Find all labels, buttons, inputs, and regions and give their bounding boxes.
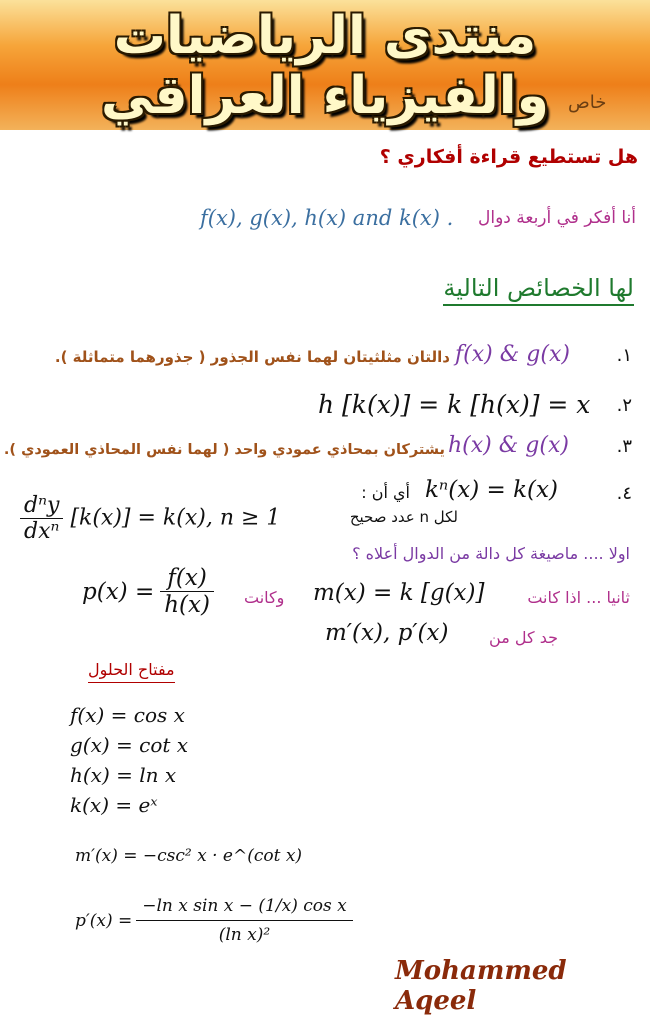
integer-note: لكل n عدد صحيح <box>349 508 458 526</box>
solutions-heading: مفتاح الحلول <box>88 660 175 683</box>
p-prime-denominator: (ln x)² <box>218 925 271 945</box>
property-3-number: .٣ <box>616 436 632 457</box>
solution-h: h(x) = ln x <box>70 763 177 787</box>
p-prime-lhs: p′(x) = <box>75 910 133 931</box>
solution-k: k(x) = eˣ <box>70 793 158 817</box>
properties-heading: لها الخصائص التالية <box>443 274 634 306</box>
task-first: اولا .... ماصيغة كل دالة من الدوال أعلاه ؟ <box>352 544 630 563</box>
m-prime-solution: m′(x) = −csc² x · e^(cot x) <box>75 846 303 866</box>
p-prime-numerator: −ln x sin x − (1/x) cos x <box>136 896 352 921</box>
property-2-math: h [k(x)] = k [h(x)] = x <box>318 390 591 419</box>
property-3-math: h(x) & g(x) <box>448 433 569 458</box>
property-1-text: دالتان مثلثيتان لهما نفس الجذور ( جذورهما متماثلة ). <box>54 348 450 366</box>
solution-f: f(x) = cos x <box>70 703 185 727</box>
author-signature: Mohammed Aqeel <box>395 956 567 1016</box>
derivative-fraction <box>20 493 63 544</box>
property-3-text: يشتركان بمحاذي عمودي واحد ( لهما نفس المحاذي العمودي ). <box>3 442 445 458</box>
task-second-label: ثانيا ... اذا كانت <box>527 588 630 607</box>
forum-title: منتدى الرياضيات والفيزياء العراقي <box>101 6 549 126</box>
p-numerator: f(x) <box>160 565 214 592</box>
and-label: وكانت <box>244 588 285 607</box>
intro-functions: f(x), g(x), h(x) and k(x) . <box>200 206 454 230</box>
p-prime-solution <box>75 896 353 945</box>
find-label: جد كل من <box>489 628 558 647</box>
property-4-text: أي أن : <box>361 483 410 502</box>
derivative-denominator: dxⁿ <box>24 519 60 544</box>
property-1-math: f(x) & g(x) <box>455 342 570 367</box>
m-definition: m(x) = k [g(x)] <box>313 580 485 606</box>
header-banner <box>0 0 650 130</box>
property-4-math: kⁿ(x) = k(x) <box>425 477 558 503</box>
property-4-number: .٤ <box>616 483 632 504</box>
solution-g: g(x) = cot x <box>70 733 189 757</box>
question-heading: هل تستطيع قراءة أفكاري ؟ <box>379 146 638 168</box>
banner-subtitle: خاص <box>568 92 607 113</box>
solutions-list <box>70 700 188 820</box>
derivative-equation <box>20 493 280 544</box>
p-lhs: p(x) = <box>82 578 155 605</box>
p-definition <box>82 565 214 618</box>
derivative-rest: [k(x)] = k(x), n ≥ 1 <box>70 505 281 531</box>
find-math: m′(x), p′(x) <box>325 620 449 646</box>
derivative-numerator: dⁿy <box>20 493 63 519</box>
p-prime-fraction <box>136 896 352 945</box>
intro-text: أنا أفكر في أربعة دوال <box>478 208 636 228</box>
p-denominator: h(x) <box>164 592 210 618</box>
property-2-number: .٢ <box>616 395 632 416</box>
p-fraction <box>160 565 214 618</box>
property-1-number: .١ <box>616 345 632 366</box>
